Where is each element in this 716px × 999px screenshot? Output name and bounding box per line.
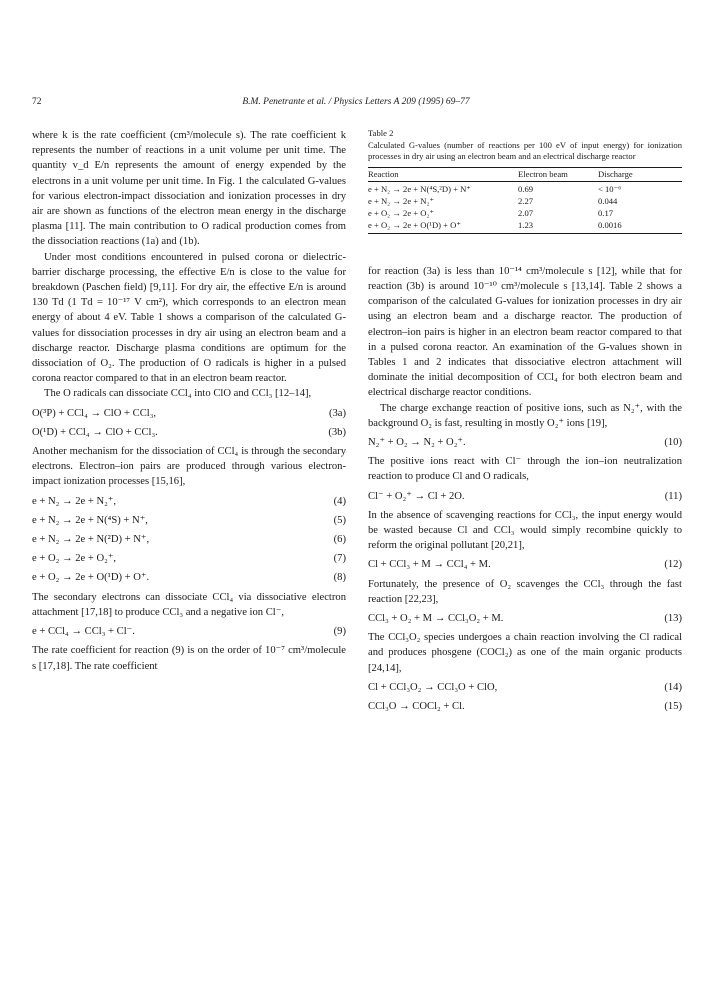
equation-number: (6) xyxy=(333,534,346,546)
equation-number: (9) xyxy=(333,626,346,638)
table-cell: e + N₂ → 2e + N₂⁺ xyxy=(368,195,435,206)
table-cell: 2.07 xyxy=(518,207,534,218)
right-column xyxy=(368,128,682,718)
equation-3a xyxy=(32,406,346,421)
spacer xyxy=(368,254,682,264)
equation-text: e + N₂ → 2e + N(²D) + N⁺, xyxy=(32,534,150,546)
paragraph: The O radicals can dissociate CCl₄ into ClO and CCl₃ [12–14], xyxy=(44,388,312,400)
equation-text: N₂⁺ + O₂ → N₂ + O₂⁺. xyxy=(368,437,466,449)
page-number: 72 xyxy=(32,97,42,107)
equation-text: e + N₂ → 2e + N₂⁺, xyxy=(32,495,117,507)
column-header: Electron beam xyxy=(518,167,598,181)
paragraph: The charge exchange reaction of positive ions, such as N₂⁺, with the background O₂ is fast, resulting in mostly O₂⁺ ions [19], xyxy=(368,402,682,429)
column-header: Reaction xyxy=(368,167,518,181)
equation-14 xyxy=(368,680,682,695)
equation-text: O(¹D) + CCl₄ → ClO + CCl₃. xyxy=(32,426,158,438)
equation-text: CCl₃ + O₂ + M → CCl₃O₂ + M. xyxy=(368,613,504,625)
equation-number: (4) xyxy=(333,495,346,507)
table-row xyxy=(368,207,682,219)
running-head: B.M. Penetrante et al. / Physics Letters A 209 (1995) 69–77 xyxy=(242,97,470,107)
paragraph: The positive ions react with Cl⁻ through the ion–ion neutralization reaction to produce Cl and O radicals, xyxy=(368,456,682,483)
table-cell: 0.17 xyxy=(598,207,614,218)
equation-15 xyxy=(368,699,682,714)
paragraph: Fortunately, the presence of O₂ scavenges the CCl₃ through the fast reaction [22,23], xyxy=(368,578,682,605)
equation-3b xyxy=(32,425,346,440)
equation-number: (3b) xyxy=(328,426,346,438)
paragraph: The secondary electrons can dissociate CCl₄ via dissociative electron attachment [17,18] to produce CCl₃ and a negative ion Cl⁻, xyxy=(32,591,346,618)
table-row xyxy=(368,195,682,207)
paragraph: Under most conditions encountered in pulsed corona or dielectric-barrier discharge processing, the effective E/n is close to the value for breakdown (Paschen field) [9,11]. For dry air, the effective E/n is around 130 Td (1 Td = 10⁻¹⁷ V cm²), which corresponds to an electron mean energy of about 4 eV. Table 1 shows a comparison of the calculated G-values for dissociation processes in dry air using an electron beam and a discharge reactor. Discharge plasma conditions are optimum for the dissociation of O₂. The production of O radicals is higher in a pulsed corona reactor compared to that in an electron beam reactor. xyxy=(32,251,346,385)
equation-text: e + CCl₄ → CCl₃ + Cl⁻. xyxy=(32,626,135,638)
g-values-table xyxy=(368,167,682,234)
equation-number: (12) xyxy=(664,559,682,571)
table-cell: e + N₂ → 2e + N(⁴S,²D) + N⁺ xyxy=(368,183,471,194)
equation-8 xyxy=(32,570,346,585)
table-cell: 0.69 xyxy=(518,183,534,194)
equation-text: CCl₃O → COCl₂ + Cl. xyxy=(368,701,465,713)
equation-number: (14) xyxy=(664,681,682,693)
paragraph: In the absence of scavenging reactions for CCl₃, the input energy would be wasted because Cl and CCl₃ would simply recombine quickly to reform the original pollutant [20,21], xyxy=(368,509,682,552)
equation-4 xyxy=(32,494,346,509)
equation-number: (5) xyxy=(333,514,346,526)
paragraph: where k is the rate coefficient (cm³/molecule s). The rate coefficient k represents the number of reactions in a unit volume per unit time. The quantity v_d E/n represents the amount of energy expended by the electrons in a unit volume per unit time. In Fig. 1 the calculated G-values for various electron-impact dissociation and ionization processes in dry air are shown as functions of the electron mean energy in the discharge plasma [11]. The main contribution to O radical production comes from the dissociation reactions (1a) and (1b). xyxy=(32,130,346,248)
equation-text: e + O₂ → 2e + O₂⁺, xyxy=(32,553,117,565)
equation-text: O(³P) + CCl₄ → ClO + CCl₃, xyxy=(32,407,157,419)
equation-5 xyxy=(32,513,346,528)
equation-number: (3a) xyxy=(328,407,346,419)
paragraph: The rate coefficient for reaction (9) is on the order of 10⁻⁷ cm³/molecule s [17,18]. The rate coefficient xyxy=(32,645,346,672)
table-header-row xyxy=(368,167,682,181)
table-caption-text: Calculated G-values (number of reactions per 100 eV of input energy) for ionization processes in dry air using an electron beam and an electrical discharge reactor xyxy=(368,139,682,162)
equation-number: (10) xyxy=(664,437,682,449)
equation-text: Cl⁻ + O₂⁺ → Cl + 2O. xyxy=(368,490,465,502)
equation-text: e + N₂ → 2e + N(⁴S) + N⁺, xyxy=(32,514,148,526)
equation-12 xyxy=(368,557,682,572)
equation-7 xyxy=(32,551,346,566)
equation-number: (13) xyxy=(664,613,682,625)
table-cell: 2.27 xyxy=(518,195,534,206)
paragraph: The CCl₃O₂ species undergoes a chain reaction involving the Cl radical and produces phosgene (COCl₂) as one of the main organic products [24,14], xyxy=(368,632,682,674)
table-cell: e + O₂ → 2e + O₂⁺ xyxy=(368,207,435,218)
equation-9 xyxy=(32,624,346,639)
table-row xyxy=(368,181,682,195)
paragraph: Another mechanism for the dissociation of CCl₄ is through the secondary electrons. Electron–ion pairs are produced through various electron-impact ionization processes [15,16], xyxy=(32,446,346,488)
left-column xyxy=(32,128,346,674)
equation-text: e + O₂ → 2e + O(¹D) + O⁺. xyxy=(32,572,150,584)
equation-6 xyxy=(32,532,346,547)
table-cell: e + O₂ → 2e + O(¹D) + O⁺ xyxy=(368,219,518,233)
table-caption xyxy=(368,128,682,163)
equation-13 xyxy=(368,611,682,626)
page-header xyxy=(32,97,680,111)
equation-number: (15) xyxy=(664,701,682,713)
equation-11 xyxy=(368,489,682,504)
paragraph: for reaction (3a) is less than 10⁻¹⁴ cm³/molecule s [12], while that for reaction (3b) is around 10⁻¹⁰ cm³/molecule s [13,14]. Table 2 shows a comparison of the calculated G-values for ionization processes in dry air using an electron beam and a discharge reactor. The production of electron–ion pairs is higher in an electron beam reactor compared to that in a pulsed corona reactor. An examination of the G-values shown in Tables 1 and 2 indicates that dissociative electron attachment will dominate the initial decomposition of CCl₄ for both electron beam and electrical discharge reactor conditions. xyxy=(368,265,682,399)
equation-number: (11) xyxy=(664,490,682,502)
table-cell: 0.0016 xyxy=(598,219,682,233)
table-cell: 1.23 xyxy=(518,219,598,233)
equation-number: (8) xyxy=(333,572,346,584)
equation-text: Cl + CCl₃ + M → CCl₄ + M. xyxy=(368,559,491,571)
table-cell: < 10⁻⁶ xyxy=(598,183,622,194)
equation-number: (7) xyxy=(333,553,346,565)
equation-text: Cl + CCl₃O₂ → CCl₃O + ClO, xyxy=(368,681,498,693)
table-row xyxy=(368,219,682,233)
column-header: Discharge xyxy=(598,167,682,181)
table-cell: 0.044 xyxy=(598,195,618,206)
equation-10 xyxy=(368,435,682,450)
table-label: Table 2 xyxy=(368,128,394,138)
